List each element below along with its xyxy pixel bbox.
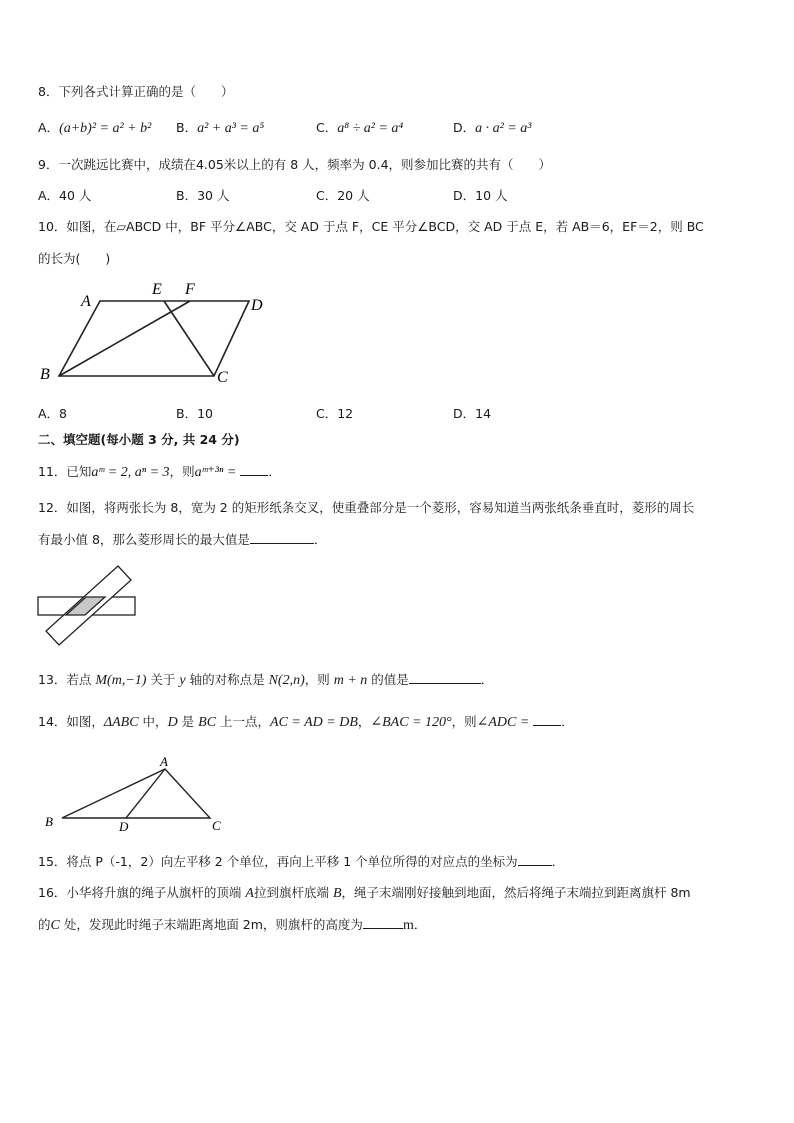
label-c: C [217, 369, 228, 386]
section-2-title: 二、填空题(每小题 3 分, 共 24 分) [38, 432, 240, 447]
q10-option-b: B．10 [176, 406, 213, 421]
label-b: B [45, 814, 53, 829]
q16-answer-blank[interactable] [363, 916, 403, 929]
q16-line2: 的C 处，发现此时绳子末端距离地面 2m，则旗杆的高度为 m． [38, 917, 427, 933]
q12-line1: 12．如图，将两张长为 8，宽为 2 的矩形纸条交叉，使重叠部分是一个菱形，容易知道当两张纸条垂直时，菱形的周长 [38, 500, 695, 515]
q13-point-n: N(2,n) [268, 673, 305, 688]
q14: 14．如图，ΔABC 中，D 是 BC 上一点，AC = AD = DB，∠BAC = 120°，则∠ADC = ． [38, 714, 574, 730]
q10-option-c: C．12 [316, 406, 354, 421]
q12-line2: 有最小值 8，那么菱形周长的最大值是 ． [38, 532, 327, 547]
triangle-abc [62, 769, 210, 818]
q11: 11．已知aᵐ = 2, aⁿ = 3，则aᵐ⁺³ⁿ = ． [38, 464, 281, 480]
q9-option-b: B．30 人 [176, 188, 230, 203]
q13: 13．若点 M(m,−1) 关于 y 轴的对称点是 N(2,n)，则 m + n 的值是 ． [38, 672, 494, 688]
q10-option-d: D．14 [453, 406, 492, 421]
q14-angle: ∠BAC = 120° [370, 715, 452, 730]
q16-line1: 16．小华将升旗的绳子从旗杆的顶端 A拉到旗杆底端 B，绳子末端刚好接触到地面，然后将绳子末端拉到距离旗杆 8m [38, 885, 691, 901]
q8-option-d: D．a · a² = a³ [453, 120, 532, 136]
q13-point-m: M(m,−1) [95, 673, 147, 688]
q8-option-c: C．a⁸ ÷ a² = a⁴ [316, 120, 404, 136]
q8-option-a: A．(a+b)² = a² + b² [38, 120, 152, 136]
q8-stem: 8．下列各式计算正确的是（ ） [38, 84, 234, 99]
q15-answer-blank[interactable] [518, 853, 552, 866]
q9-option-a: A．40 人 [38, 188, 92, 203]
label-e: E [152, 281, 162, 298]
q15: 15．将点 P（-1，2）向左平移 2 个单位，再向上平移 1 个单位所得的对应点的坐标为 ． [38, 854, 565, 869]
q11-given: aᵐ = 2, aⁿ = 3 [91, 465, 170, 480]
q11-expr: aᵐ⁺³ⁿ = [194, 465, 237, 480]
label-d: D [119, 819, 129, 834]
q14-equality: AC = AD = DB [270, 715, 358, 730]
label-c: C [212, 818, 221, 833]
q10-stem-line1: 10．如图，在▱ABCD 中，BF 平分∠ABC，交 AD 于点 F，CE 平分∠BCD，交 AD 于点 E，若 AB＝6，EF＝2，则 BC [38, 219, 704, 234]
q8-option-a-expr: (a+b)² = a² + b² [59, 121, 152, 136]
q9-option-c: C．20 人 [316, 188, 370, 203]
q8-option-b-expr: a² + a³ = a⁵ [197, 121, 265, 136]
q8-option-d-expr: a · a² = a³ [475, 121, 532, 136]
label-a: A [160, 754, 168, 769]
q10-option-a: A．8 [38, 406, 68, 421]
q10-stem-line2: 的长为( ) [38, 251, 111, 266]
q8-option-b: B．a² + a³ = a⁵ [176, 120, 265, 136]
q8-option-c-expr: a⁸ ÷ a² = a⁴ [337, 121, 404, 136]
q9-stem: 9．一次跳远比赛中，成绩在4.05米以上的有 8 人，频率为 0.4，则参加比赛的共有（ ） [38, 157, 552, 172]
segment-ad [126, 769, 165, 818]
label-b: B [40, 366, 50, 383]
q9-option-d: D．10 人 [453, 188, 508, 203]
label-d: D [251, 297, 263, 314]
label-a: A [81, 293, 91, 310]
label-f: F [185, 281, 195, 298]
